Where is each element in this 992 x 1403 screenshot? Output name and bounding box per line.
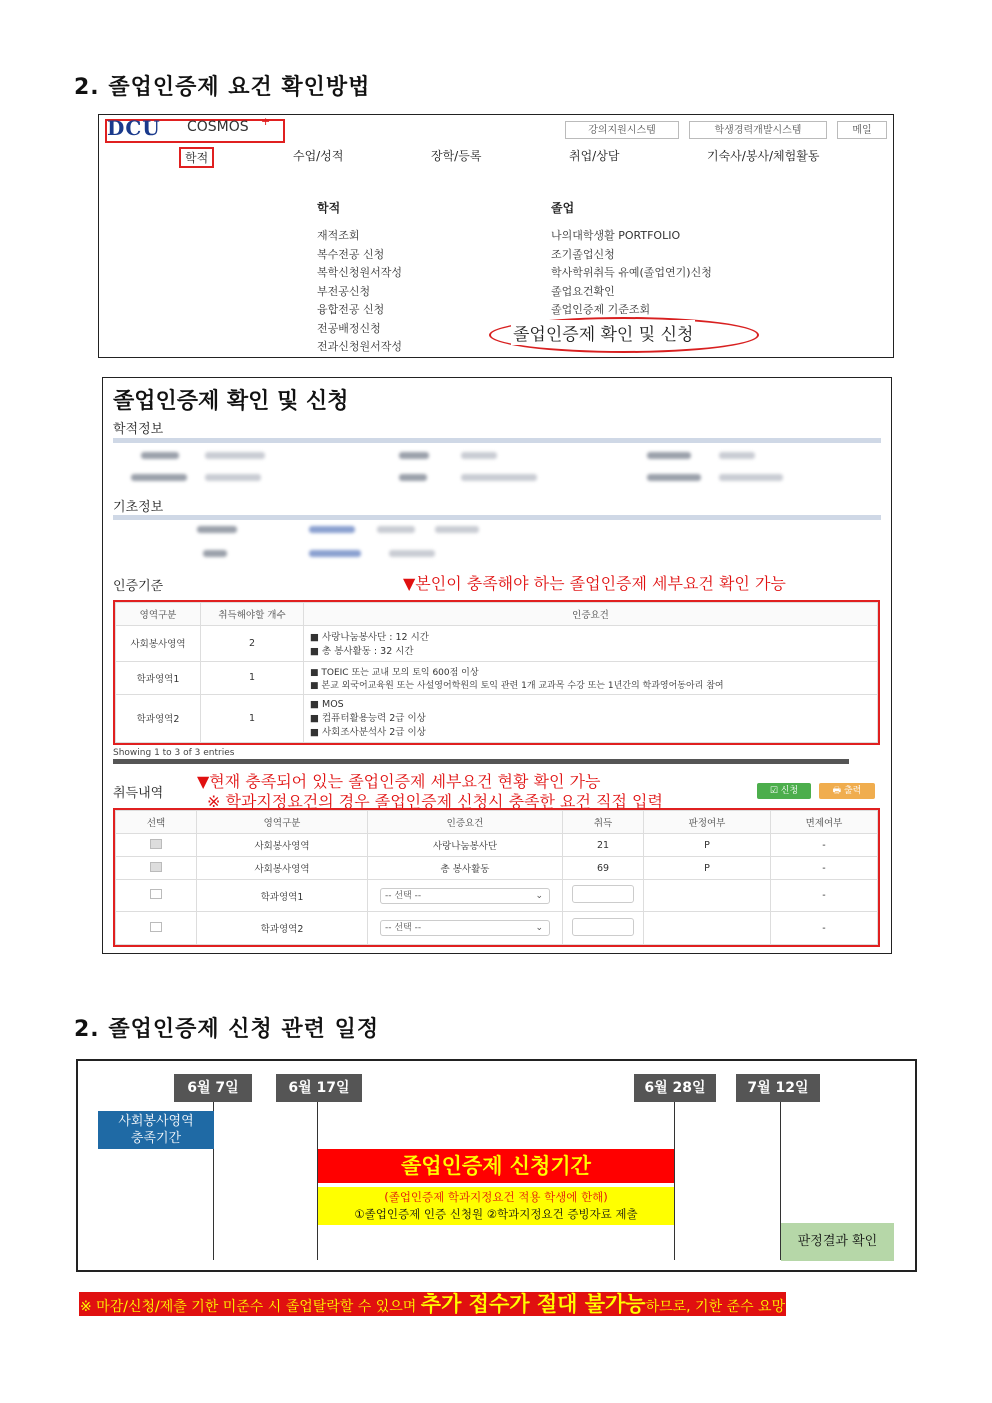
cell-judgement	[644, 880, 771, 912]
cell-requirement	[368, 912, 563, 945]
blurred-cell	[399, 452, 429, 459]
criteria-annotation: ▼본인이 충족해야 하는 졸업인증제 세부요건 확인 가능	[403, 574, 786, 593]
section1-title: 2. 졸업인증제 요건 확인방법	[74, 75, 371, 100]
logo-plus: +	[261, 115, 271, 128]
horizontal-scrollbar[interactable]	[113, 759, 849, 764]
table-info: Showing 1 to 3 of 3 entries	[113, 748, 235, 758]
menu-item[interactable]: 나의대학생활 PORTFOLIO	[551, 229, 681, 242]
cell-select	[116, 834, 197, 857]
academic-info-bar	[113, 438, 881, 443]
basic-info-heading: 기초정보	[113, 500, 164, 515]
print-button[interactable]: 🖶 출력	[819, 783, 875, 799]
row-checkbox[interactable]	[150, 839, 162, 849]
menu-item[interactable]: 전과신청원서작성	[317, 340, 403, 353]
blurred-cell	[399, 474, 427, 481]
col-required-count: 취득해야할 개수	[201, 603, 304, 626]
requirement-item: ■ 사회조사분석사 2급 이상	[310, 726, 426, 738]
deadline-warning	[79, 1292, 786, 1316]
cell-area: 사회봉사영역	[116, 626, 201, 662]
date-jun-7: 6월 7일	[174, 1074, 252, 1102]
cell-requirement: 사랑나눔봉사단	[368, 834, 563, 857]
cell-count: 2	[201, 626, 304, 662]
form-title: 졸업인증제 확인 및 신청	[113, 389, 349, 414]
apply-note-line: (졸업인증제 학과지정요건 적용 학생에 한해)	[384, 1190, 608, 1204]
cell-requirement	[368, 880, 563, 912]
blurred-cell	[647, 474, 701, 481]
date-line	[674, 1102, 675, 1260]
service-period-line: 사회봉사영역	[118, 1114, 194, 1129]
cell-exempt: -	[771, 880, 878, 912]
cell-requirements	[304, 661, 878, 694]
cell-requirements	[304, 626, 878, 662]
cell-requirements	[304, 694, 878, 742]
acquired-highlight-box	[113, 808, 880, 947]
requirement-text: 사회조사분석사 2급 이상	[322, 726, 426, 738]
requirement-item: ■ TOEIC 또는 교내 모의 토익 600점 이상	[310, 667, 479, 678]
col-select: 선택	[116, 811, 197, 834]
cell-acquired	[563, 880, 644, 912]
certification-form-screenshot	[102, 377, 892, 954]
requirement-text: MOS	[322, 698, 344, 710]
link-lecture-system[interactable]: 강의지원시스템	[565, 121, 679, 139]
nav-dorm-volunteer[interactable]: 기숙사/봉사/체험활동	[707, 149, 820, 163]
cell-select	[116, 880, 197, 912]
cell-area: 사회봉사영역	[197, 857, 368, 880]
apply-note-line: ①졸업인증제 인증 신청원 ②학과지정요건 증빙자료 제출	[354, 1207, 638, 1221]
menu-item-certification-apply[interactable]: 졸업인증제 확인 및 신청	[511, 320, 695, 345]
acquired-table	[115, 810, 878, 945]
requirement-text: 사랑나눔봉사단 : 12 시간	[322, 632, 429, 644]
cell-count: 1	[201, 694, 304, 742]
cell-judgement: P	[644, 834, 771, 857]
acquired-input[interactable]	[572, 918, 634, 936]
nav-employment[interactable]: 취업/상담	[569, 149, 620, 163]
acquired-annotation-1: ▼현재 충족되어 있는 졸업인증제 세부요건 현황 확인 가능	[197, 772, 601, 791]
row-checkbox[interactable]	[150, 889, 162, 899]
menu-item[interactable]: 융합전공 신청	[317, 303, 385, 316]
requirement-item: ■ 본교 외국어교육원 또는 사설영어학원의 토익 관련 1개 교과목 수강 또는 1년간의 학과영어동아리 참여	[310, 680, 724, 691]
cell-acquired: 69	[563, 857, 644, 880]
criteria-heading: 인증기준	[113, 579, 164, 594]
warning-text: ※ 마감/신청/제출 기한 미준수 시 졸업탈락할 수 있으며	[80, 1299, 421, 1315]
criteria-table	[115, 602, 878, 743]
cell-exempt: -	[771, 857, 878, 880]
table-header-row	[116, 603, 878, 626]
section2-title: 2. 졸업인증제 신청 관련 일정	[74, 1017, 380, 1042]
menu-graduation-heading: 졸업	[551, 201, 575, 215]
apply-period-bar: 졸업인증제 신청기간	[318, 1149, 674, 1183]
cell-area: 학과영역1	[197, 880, 368, 912]
col-exempt: 면제여부	[771, 811, 878, 834]
chevron-down-icon: ⌄	[535, 923, 543, 934]
menu-item[interactable]: 복수전공 신청	[317, 247, 385, 261]
link-career-system[interactable]: 학생경력개발시스템	[689, 121, 827, 139]
cell-area: 학과영역2	[197, 912, 368, 945]
academic-info-table	[113, 444, 881, 490]
menu-item[interactable]: 조기졸업신청	[551, 247, 615, 261]
date-jun-28: 6월 28일	[634, 1074, 716, 1102]
requirement-item: ■ 컴퓨터활용능력 2급 이상	[310, 712, 426, 724]
date-jun-17: 6월 17일	[276, 1074, 362, 1102]
schedule-timeline	[76, 1059, 917, 1272]
cell-count: 1	[201, 661, 304, 694]
cell-select	[116, 857, 197, 880]
blurred-cell	[389, 550, 435, 557]
select-value: -- 선택 --	[385, 890, 422, 901]
service-period-box	[98, 1111, 214, 1149]
academic-info-heading: 학적정보	[113, 422, 164, 437]
blurred-cell	[719, 452, 755, 459]
cell-area: 학과영역2	[116, 694, 201, 742]
requirement-select[interactable]	[380, 920, 550, 936]
requirement-text: 본교 외국어교육원 또는 사설영어학원의 토익 관련 1개 교과목 수강 또는 1년간의 학과영어동아리 참여	[321, 680, 724, 691]
warning-emphasis: 추가 접수가 절대 불가능	[420, 1292, 646, 1316]
row-checkbox[interactable]	[150, 922, 162, 932]
table-row	[116, 880, 878, 912]
apply-button[interactable]: ☑ 신청	[757, 783, 811, 799]
menu-academic-heading: 학적	[317, 201, 341, 215]
menu-item[interactable]: 부전공신청	[317, 284, 371, 298]
requirement-text: 컴퓨터활용능력 2급 이상	[322, 712, 426, 724]
result-check-box: 판정결과 확인	[781, 1223, 894, 1261]
blurred-cell	[461, 474, 537, 481]
nav-scholarship[interactable]: 장학/등록	[431, 149, 482, 163]
cell-area: 학과영역1	[116, 661, 201, 694]
col-requirements: 인증요건	[304, 603, 878, 626]
col-area: 영역구분	[197, 811, 368, 834]
cell-acquired: 21	[563, 834, 644, 857]
cell-requirement: 총 봉사활동	[368, 857, 563, 880]
basic-info-table	[113, 520, 881, 564]
blurred-cell	[309, 526, 355, 533]
col-area: 영역구분	[116, 603, 201, 626]
service-period-line: 충족기간	[130, 1131, 182, 1146]
cell-judgement: P	[644, 857, 771, 880]
nav-classes-grades[interactable]: 수업/성적	[293, 149, 344, 163]
table-row	[116, 912, 878, 945]
blurred-cell	[309, 550, 361, 557]
criteria-highlight-box	[113, 600, 880, 745]
row-checkbox[interactable]	[150, 862, 162, 872]
logo-dcu[interactable]: DCU	[107, 116, 161, 140]
col-acquired: 취득	[563, 811, 644, 834]
menu-academic-list	[317, 227, 402, 357]
requirement-item: ■ 사랑나눔봉사단 : 12 시간	[310, 632, 429, 644]
cell-exempt: -	[771, 834, 878, 857]
blurred-cell	[203, 550, 227, 557]
cell-acquired	[563, 912, 644, 945]
menu-item[interactable]: 졸업요건확인	[551, 284, 615, 298]
select-value: -- 선택 --	[385, 923, 422, 934]
table-header-row	[116, 811, 878, 834]
requirement-item: ■ 총 봉사활동 : 32 시간	[310, 646, 414, 658]
blurred-cell	[197, 526, 237, 533]
warning-text: 하므로, 기한 준수 요망	[645, 1299, 786, 1315]
blurred-cell	[377, 526, 415, 533]
cell-judgement	[644, 912, 771, 945]
requirement-text: TOEIC 또는 교내 모의 토익 600점 이상	[321, 667, 479, 678]
chevron-down-icon: ⌄	[535, 890, 543, 901]
portal-screenshot	[98, 114, 894, 358]
table-row	[116, 661, 878, 694]
blurred-cell	[205, 452, 265, 459]
cell-select	[116, 912, 197, 945]
blurred-cell	[141, 452, 179, 459]
requirement-select[interactable]	[380, 888, 550, 904]
menu-item[interactable]: 재적조회	[317, 229, 360, 242]
blurred-cell	[435, 526, 479, 533]
blurred-cell	[647, 452, 691, 459]
blurred-cell	[131, 474, 187, 481]
acquired-annotation-2: ※ 학과지정요건의 경우 졸업인증제 신청시 충족한 요건 직접 입력	[207, 792, 663, 811]
table-row	[116, 694, 878, 742]
cell-exempt: -	[771, 912, 878, 945]
menu-graduation-list	[551, 227, 712, 320]
link-mail[interactable]: 메일	[837, 121, 887, 139]
requirement-item: ■ MOS	[310, 698, 344, 710]
menu-item[interactable]: 학사학위취득 유예(졸업연기)신청	[551, 266, 712, 279]
date-jul-12: 7월 12일	[736, 1074, 820, 1102]
col-judgement: 판정여부	[644, 811, 771, 834]
col-requirement: 인증요건	[368, 811, 563, 834]
table-row	[116, 626, 878, 662]
nav-academic[interactable]: 학적	[179, 147, 214, 168]
cell-area: 사회봉사영역	[197, 834, 368, 857]
logo-cosmos[interactable]: COSMOS	[187, 119, 249, 135]
menu-item[interactable]: 졸업인증제 기준조회	[551, 303, 651, 316]
acquired-heading: 취득내역	[113, 786, 164, 801]
apply-note-box	[318, 1187, 674, 1225]
menu-item[interactable]: 전공배정신청	[317, 321, 381, 335]
table-row	[116, 834, 878, 857]
table-row	[116, 857, 878, 880]
requirement-text: 총 봉사활동 : 32 시간	[322, 646, 414, 658]
blurred-cell	[719, 474, 783, 481]
acquired-input[interactable]	[572, 885, 634, 903]
menu-item[interactable]: 복학신청원서작성	[317, 266, 403, 279]
blurred-cell	[461, 452, 497, 459]
blurred-cell	[205, 474, 261, 481]
